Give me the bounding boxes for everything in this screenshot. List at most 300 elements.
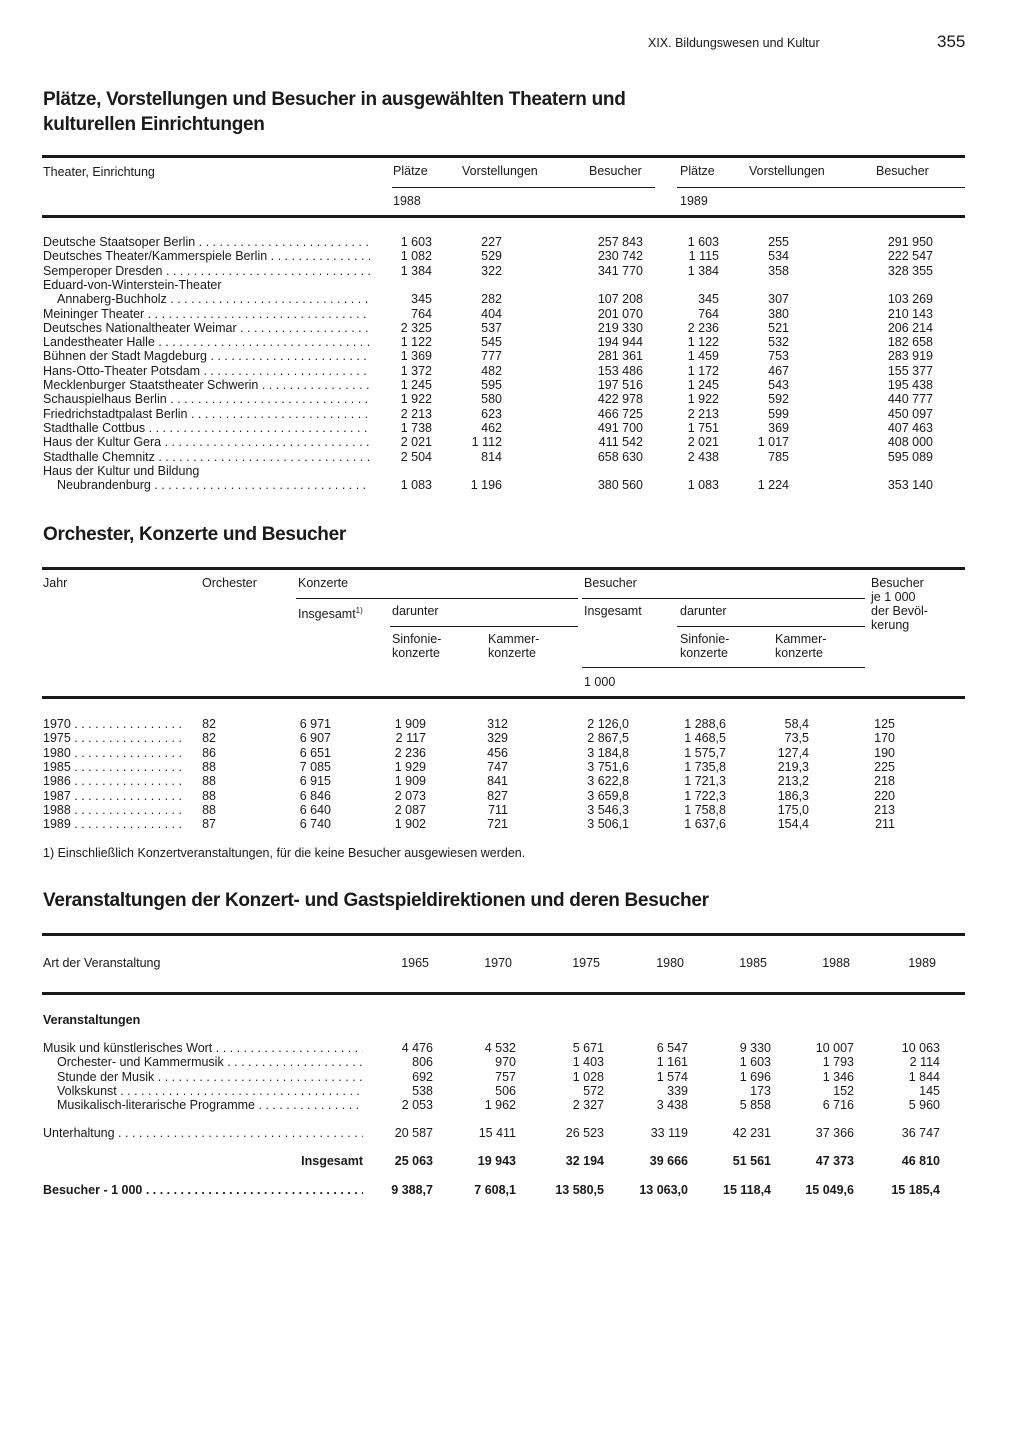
t2-besucher-rule [582, 598, 865, 599]
table-cell: 195 438 [887, 378, 933, 392]
table-cell: 2 236 [394, 745, 426, 760]
table-cell: 213 [874, 802, 895, 817]
table-cell: 225 [874, 759, 895, 774]
t1-head-besucher-1988: Besucher [589, 164, 642, 178]
t1-year-rule-1988 [392, 187, 655, 188]
table-cell: 9 330 [739, 1041, 771, 1055]
table-cell: 210 143 [887, 306, 933, 321]
table-cell: 291 950 [887, 235, 933, 249]
table-cell: 194 944 [597, 335, 643, 350]
table-cell: 440 777 [887, 392, 933, 407]
table-cell: 1 172 [687, 363, 719, 378]
year-header: 1980 [656, 956, 684, 970]
table-cell: 88 [202, 802, 216, 817]
theater-name: Stadthalle Cottbus . . . [43, 421, 370, 435]
table2-footnote: 1) Einschließlich Konzertveranstaltungen, für die keine Besucher ausgewiesen werden. [43, 846, 526, 860]
t2-head-insgesamt-b: Insgesamt [584, 604, 642, 618]
table-cell: 13 580,5 [555, 1183, 604, 1197]
table-cell: 206 214 [887, 320, 933, 335]
table-cell: 380 560 [597, 478, 643, 493]
table-cell: 537 [481, 320, 502, 335]
table-cell: 328 355 [887, 263, 933, 278]
t1-head-plaetze-1988: Plätze [393, 164, 428, 178]
table-cell: 358 [768, 263, 789, 278]
table-cell: 3 506,1 [587, 817, 629, 832]
table-cell: 47 373 [815, 1154, 854, 1168]
table-cell: 6 716 [822, 1098, 854, 1113]
theater-name: Haus der Kultur Gera . . . [43, 435, 370, 449]
table-cell: 1 115 [688, 249, 719, 264]
table3-col-label: Art der Veranstaltung [43, 956, 161, 970]
table-cell: 529 [481, 249, 502, 264]
table-cell: 36 747 [901, 1126, 940, 1140]
t2-unit-rule [582, 667, 865, 668]
year-label: 1975 . . . [43, 731, 181, 745]
table-cell: 1 574 [656, 1069, 688, 1084]
table-cell: 6 547 [656, 1041, 688, 1055]
table-cell: 153 486 [597, 363, 643, 378]
table-cell: 125 [874, 717, 895, 731]
event-type-label: Stunde der Musik . . . [57, 1070, 363, 1084]
table-cell: 312 [487, 717, 508, 731]
table-cell: 1 224 [757, 478, 789, 493]
table-cell: 1 962 [484, 1098, 516, 1113]
t1-head-vorst-1989: Vorstellungen [749, 164, 825, 178]
t1-head-plaetze-1989: Plätze [680, 164, 715, 178]
table-cell: 1 909 [394, 774, 426, 789]
table-cell: 26 523 [565, 1126, 604, 1140]
table-cell: 1 929 [394, 759, 426, 774]
table-cell: 82 [202, 717, 216, 731]
t1-year-rule-1989 [677, 187, 965, 188]
table-cell: 15 118,4 [723, 1183, 771, 1197]
table-cell: 6 971 [299, 717, 331, 731]
table-cell: 1 028 [572, 1069, 604, 1084]
table-cell: 2 236 [687, 320, 719, 335]
t2-head-jahr: Jahr [43, 576, 68, 590]
event-type-label: Orchester- und Kammermusik . . . [57, 1055, 363, 1069]
theater-name: Friedrichstadtpalast Berlin . . . [43, 407, 370, 421]
table-cell: 1 346 [822, 1069, 854, 1084]
table-cell: 4 532 [484, 1041, 516, 1055]
table-cell: 572 [583, 1083, 604, 1098]
table-cell: 211 [875, 817, 895, 832]
page-number: 355 [937, 32, 966, 51]
table-cell: 42 231 [732, 1126, 771, 1140]
table-cell: 3 751,6 [587, 759, 629, 774]
year-label: 1980 . . . [43, 746, 181, 760]
t1-head-vorst-1988: Vorstellungen [462, 164, 538, 178]
table-cell: 127,4 [777, 745, 809, 760]
table-cell: 411 542 [598, 435, 643, 450]
t2-head-konzerte: Konzerte [298, 576, 349, 590]
table-cell: 1 793 [822, 1055, 854, 1070]
table-cell: 107 208 [597, 292, 643, 307]
t2-head-darunter-b: darunter [680, 604, 727, 618]
table-cell: 491 700 [597, 420, 643, 435]
table-cell: 219,3 [777, 759, 809, 774]
year-header: 1965 [401, 956, 429, 970]
footnote-mark: 1) [355, 606, 363, 615]
table-cell: 785 [768, 449, 789, 464]
table3-group-label: Veranstaltungen [43, 1013, 141, 1027]
table-cell: 404 [481, 306, 502, 321]
table-cell: 173 [750, 1083, 771, 1098]
table-cell: 6 915 [299, 774, 331, 789]
unterhaltung-label: Unterhaltung . . . [43, 1126, 363, 1140]
table-cell: 1 575,7 [684, 745, 726, 760]
year-label: 1986 . . . [43, 774, 181, 788]
table-cell: 777 [481, 349, 502, 364]
table-cell: 1 369 [400, 349, 432, 364]
table-cell: 764 [698, 306, 719, 321]
table-cell: 170 [874, 731, 895, 746]
table-cell: 3 659,8 [587, 788, 629, 803]
theater-name: Bühnen der Stadt Magdeburg . . . [43, 349, 370, 363]
table-cell: 145 [919, 1083, 940, 1098]
table-cell: 13 063,0 [639, 1183, 688, 1197]
table-cell: 2 053 [401, 1098, 433, 1113]
table-cell: 2 325 [400, 320, 432, 335]
table-cell: 339 [667, 1083, 688, 1098]
table-cell: 692 [412, 1069, 433, 1084]
table-cell: 6 846 [299, 788, 331, 803]
table-cell: 222 547 [887, 249, 933, 264]
table-cell: 281 361 [597, 349, 643, 364]
table2-top-rule [42, 567, 965, 570]
t2-konzerte-rule [296, 598, 578, 599]
t2-unit: 1 000 [584, 675, 616, 689]
table-cell: 10 007 [815, 1041, 854, 1055]
theater-name: Semperoper Dresden . . . [43, 264, 370, 278]
table-cell: 3 184,8 [587, 745, 629, 760]
theater-name: Stadthalle Chemnitz . . . [43, 450, 370, 464]
table3-head-rule [42, 992, 965, 995]
table1-head-rule [42, 215, 965, 218]
theater-name: Schauspielhaus Berlin . . . [43, 392, 370, 406]
table-cell: 103 269 [887, 292, 933, 307]
table-cell: 1 122 [400, 335, 432, 350]
table-cell: 6 651 [299, 745, 331, 760]
table-cell: 538 [412, 1083, 433, 1098]
table1-title: Plätze, Vorstellungen und Besucher in ausgewählten Theatern und kulturellen Einrichtungen [43, 89, 626, 135]
table-cell: 201 070 [597, 306, 643, 321]
table-cell: 422 978 [597, 392, 643, 407]
table-cell: 213,2 [777, 774, 809, 789]
table-cell: 345 [698, 292, 719, 307]
table-cell: 307 [768, 292, 789, 307]
table-cell: 152 [833, 1083, 854, 1098]
table-cell: 623 [481, 406, 502, 421]
table-cell: 154,4 [777, 817, 809, 832]
table-cell: 197 516 [597, 378, 643, 392]
table-cell: 1 722,3 [684, 788, 726, 803]
table-cell: 450 097 [887, 406, 933, 421]
table-cell: 543 [768, 378, 789, 392]
table-cell: 2 021 [400, 435, 432, 450]
table-cell: 257 843 [597, 235, 643, 249]
table3-top-rule [42, 933, 965, 936]
table-cell: 521 [768, 320, 789, 335]
table3-title: Veranstaltungen der Konzert- und Gastspieldirektionen und deren Besucher [43, 890, 709, 911]
table-cell: 595 [481, 378, 502, 392]
t2-head-kammer-b-1: Kammer- [775, 632, 827, 646]
table-cell: 534 [768, 249, 789, 264]
table-cell: 1 384 [400, 263, 432, 278]
table-cell: 814 [481, 449, 502, 464]
year-header: 1988 [822, 956, 850, 970]
table-cell: 1 721,3 [684, 774, 726, 789]
t2-head-kammer-2: konzerte [488, 646, 536, 660]
year-header: 1970 [484, 956, 512, 970]
table-cell: 466 725 [597, 406, 643, 421]
table-cell: 1 403 [572, 1055, 604, 1070]
table-cell: 87 [202, 817, 216, 832]
table-cell: 353 140 [887, 478, 933, 493]
t2-head-besucher-je-3: der Bevöl- [871, 604, 928, 618]
table-cell: 2 117 [395, 731, 426, 746]
table-cell: 227 [481, 235, 502, 249]
table-cell: 1 603 [400, 235, 432, 249]
table-cell: 6 640 [299, 802, 331, 817]
table-cell: 5 671 [572, 1041, 604, 1055]
table-cell: 532 [768, 335, 789, 350]
table-cell: 369 [768, 420, 789, 435]
year-label: 1989 . . . [43, 817, 181, 831]
table-cell: 721 [487, 817, 508, 832]
table-cell: 1 735,8 [684, 759, 726, 774]
theater-name: Hans-Otto-Theater Potsdam . . . [43, 364, 370, 378]
table-cell: 7 608,1 [474, 1183, 516, 1197]
section-header: XIX. Bildungswesen und Kultur [648, 36, 820, 50]
table-cell: 1 288,6 [684, 717, 726, 731]
table-cell: 3 438 [656, 1098, 688, 1113]
table-cell: 1 459 [687, 349, 719, 364]
table-cell: 1 245 [400, 378, 432, 392]
table-cell: 282 [481, 292, 502, 307]
table-cell: 467 [768, 363, 789, 378]
table-cell: 6 740 [299, 817, 331, 832]
table-cell: 345 [411, 292, 432, 307]
t2-head-kammer-1: Kammer- [488, 632, 540, 646]
table-cell: 1 083 [687, 478, 719, 493]
table-cell: 175,0 [777, 802, 809, 817]
table-cell: 2 073 [394, 788, 426, 803]
table-cell: 51 561 [732, 1154, 771, 1168]
t2-head-sinfonie-2: konzerte [392, 646, 440, 660]
t2-head-kammer-b-2: konzerte [775, 646, 823, 660]
table-cell: 1 083 [400, 478, 432, 493]
t2-head-sinfonie-b-1: Sinfonie- [680, 632, 730, 646]
table-cell: 827 [487, 788, 508, 803]
table-cell: 1 196 [470, 478, 502, 493]
table-cell: 1 161 [656, 1055, 688, 1070]
table-cell: 341 770 [597, 263, 643, 278]
table-cell: 73,5 [784, 731, 809, 746]
table-cell: 88 [202, 759, 216, 774]
theater-name: Annaberg-Buchholz . . . [57, 292, 370, 306]
table-cell: 1 922 [687, 392, 719, 407]
t1-year-1989: 1989 [680, 194, 708, 208]
theater-name: Eduard-von-Winterstein-Theater [43, 277, 222, 292]
theater-name: Mecklenburger Staatstheater Schwerin . . . [43, 378, 370, 392]
table2-head-rule [42, 696, 965, 699]
table-cell: 218 [874, 774, 895, 789]
year-label: 1985 . . . [43, 760, 181, 774]
table-cell: 764 [411, 306, 432, 321]
t2-head-besucher: Besucher [584, 576, 637, 590]
table-cell: 1 637,6 [684, 817, 726, 832]
t2-head-sinfonie-b-2: konzerte [680, 646, 728, 660]
table-cell: 219 330 [597, 320, 643, 335]
table-cell: 2 213 [400, 406, 432, 421]
year-label: 1988 . . . [43, 803, 181, 817]
table-cell: 2 021 [687, 435, 719, 450]
table-cell: 20 587 [394, 1126, 433, 1140]
table1-top-rule [42, 155, 965, 158]
table-cell: 7 085 [299, 759, 331, 774]
table-cell: 1 384 [687, 263, 719, 278]
table-cell: 1 372 [400, 363, 432, 378]
table-cell: 2 126,0 [587, 717, 629, 731]
table-cell: 25 063 [394, 1154, 433, 1168]
table-cell: 595 089 [887, 449, 933, 464]
table-cell: 2 114 [909, 1055, 940, 1070]
t2-head-orchester: Orchester [202, 576, 257, 590]
table-cell: 1 603 [739, 1055, 771, 1070]
table-cell: 757 [495, 1069, 516, 1084]
table-cell: 15 185,4 [891, 1183, 940, 1197]
insgesamt-label: Insgesamt [301, 1154, 363, 1168]
table-cell: 599 [768, 406, 789, 421]
table-cell: 46 810 [901, 1154, 940, 1168]
t2-head-darunter-k: darunter [392, 604, 439, 618]
table-cell: 1 738 [400, 420, 432, 435]
table-cell: 283 919 [887, 349, 933, 364]
table-cell: 58,4 [784, 717, 809, 731]
theater-name: Meininger Theater . . . [43, 307, 370, 321]
table-cell: 711 [488, 802, 508, 817]
table-cell: 1 844 [908, 1069, 940, 1084]
table-cell: 1 017 [757, 435, 789, 450]
table-cell: 1 909 [394, 717, 426, 731]
table-cell: 806 [412, 1055, 433, 1070]
theater-name: Deutsches Theater/Kammerspiele Berlin . . . [43, 249, 370, 263]
table-cell: 580 [481, 392, 502, 407]
table-cell: 15 411 [478, 1126, 516, 1140]
year-label: 1987 . . . [43, 789, 181, 803]
table-cell: 88 [202, 788, 216, 803]
table-cell: 2 087 [394, 802, 426, 817]
t2-head-besucher-je-2: je 1 000 [871, 590, 916, 604]
table-cell: 1 468,5 [684, 731, 726, 746]
theater-name: Landestheater Halle . . . [43, 335, 370, 349]
table-cell: 3 546,3 [587, 802, 629, 817]
table-cell: 10 063 [901, 1041, 940, 1055]
year-header: 1989 [908, 956, 936, 970]
table1-col-label: Theater, Einrichtung [43, 165, 155, 179]
table-cell: 182 658 [887, 335, 933, 350]
table-cell: 408 000 [887, 435, 933, 450]
table-cell: 1 902 [394, 817, 426, 832]
table-cell: 970 [495, 1055, 516, 1070]
event-type-label: Musikalisch-literarische Programme . . . [57, 1098, 363, 1112]
event-type-label: Musik und künstlerisches Wort . . . [43, 1041, 363, 1055]
table-cell: 5 960 [908, 1098, 940, 1113]
table-cell: 1 696 [739, 1069, 771, 1084]
table2-title: Orchester, Konzerte und Besucher [43, 524, 346, 545]
t2-darunter-k-rule [390, 626, 578, 627]
table-cell: 1 245 [687, 378, 719, 392]
table-cell: 322 [481, 263, 502, 278]
table-cell: 82 [202, 731, 216, 746]
year-header: 1985 [739, 956, 767, 970]
table-cell: 37 366 [815, 1126, 854, 1140]
table-cell: 753 [768, 349, 789, 364]
table-cell: 1 922 [400, 392, 432, 407]
table-cell: 33 119 [650, 1126, 688, 1140]
theater-name: Deutsche Staatsoper Berlin . . . [43, 235, 370, 249]
table-cell: 380 [768, 306, 789, 321]
table-cell: 6 907 [299, 731, 331, 746]
table-cell: 4 476 [401, 1041, 433, 1055]
table-cell: 15 049,6 [805, 1183, 854, 1197]
table-cell: 88 [202, 774, 216, 789]
table-cell: 86 [202, 745, 216, 760]
table-cell: 2 867,5 [587, 731, 629, 746]
table-cell: 1 112 [471, 435, 502, 450]
table-cell: 545 [481, 335, 502, 350]
table-cell: 506 [495, 1083, 516, 1098]
year-label: 1970 . . . [43, 717, 181, 731]
table-cell: 3 622,8 [587, 774, 629, 789]
table-cell: 747 [487, 759, 508, 774]
table-cell: 2 327 [572, 1098, 604, 1113]
table-cell: 1 751 [687, 420, 719, 435]
table-cell: 5 858 [739, 1098, 771, 1113]
table-cell: 32 194 [565, 1154, 604, 1168]
table-cell: 1 082 [400, 249, 432, 264]
table-cell: 190 [874, 745, 895, 760]
table-cell: 482 [481, 363, 502, 378]
table-cell: 2 213 [687, 406, 719, 421]
table-cell: 2 438 [687, 449, 719, 464]
table-cell: 1 122 [687, 335, 719, 350]
t1-year-1988: 1988 [393, 194, 421, 208]
table-cell: 230 742 [597, 249, 643, 264]
table-cell: 255 [768, 235, 789, 249]
table-cell: 19 943 [477, 1154, 516, 1168]
t2-head-besucher-je-4: kerung [871, 618, 910, 632]
table-cell: 220 [874, 788, 895, 803]
table-cell: 1 758,8 [684, 802, 726, 817]
table-cell: 456 [487, 745, 508, 760]
year-header: 1975 [572, 956, 600, 970]
table-cell: 329 [487, 731, 508, 746]
table-cell: 2 504 [400, 449, 432, 464]
table-cell: 39 666 [649, 1154, 688, 1168]
table-cell: 841 [487, 774, 508, 789]
t2-darunter-b-rule [677, 626, 865, 627]
t2-head-insgesamt-k: Insgesamt$^{1)}$ [298, 606, 363, 622]
t1-head-besucher-1989: Besucher [876, 164, 929, 178]
table-cell: 9 388,7 [391, 1183, 433, 1197]
theater-name: Haus der Kultur und Bildung [43, 463, 200, 478]
table-cell: 186,3 [777, 788, 809, 803]
event-type-label: Volkskunst . . . [57, 1084, 363, 1098]
t2-head-besucher-je-1: Besucher [871, 576, 924, 590]
table-cell: 592 [768, 392, 789, 407]
